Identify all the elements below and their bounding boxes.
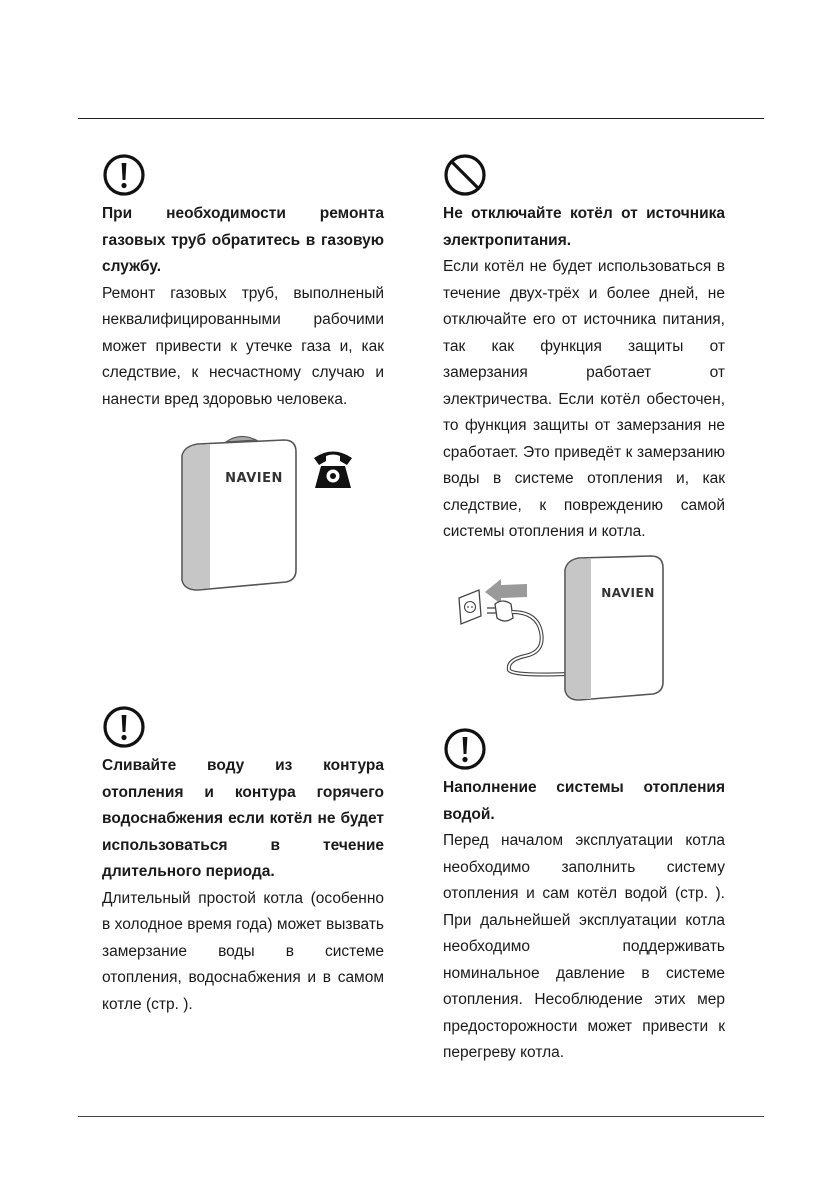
boiler-icon: [565, 556, 663, 700]
section-title: Не отключайте котёл от источника электропитания.: [443, 205, 725, 249]
section-body: Ремонт газовых труб, выполненый неквалифицированными рабочими может привести к утечке газа и, как следствие, к несчастному случаю и нанести вред здоровью человека.: [102, 284, 384, 408]
illustration-boiler-telephone: [176, 430, 356, 600]
section-body: Перед началом эксплуатации котла необходимо заполнить систему отопления и сам котёл водой (стр. ). При дальнейшей эксплуатации котла необходимо поддерживать номинальное давление в системе отопления. Несоблюдение этих мер предосторожности может привести к перегреву котла.: [443, 832, 725, 1061]
brand-logo: NAVIEN: [601, 586, 655, 600]
footer-rule: [78, 1116, 764, 1117]
section-body: Длительный простой котла (особенно в холодное время года) может вызвать замерзание воды в системе отопления, водоснабжения и в самом котле (стр. ).: [102, 889, 384, 1013]
warning-exclamation-icon: [443, 727, 487, 771]
section-body: Если котёл не будет использоваться в течение двух-трёх и более дней, не отключайте его от источника питания, так как функция защиты от замерзания работает от электричества. Если котёл обесточен, то функция защиты от замерзания не сработает. Это приведёт к замерзанию воды в системе отопления и, как следствие, к повреждению самой системы отопления и котла.: [443, 258, 725, 540]
section-title: Сливайте воду из контура отопления и контура горячего водоснабжения если котёл не будет использоваться в течение длительного периода.: [102, 757, 384, 880]
section-power: [443, 153, 725, 546]
arrow-icon: [485, 579, 527, 604]
wall-socket-icon: [459, 590, 481, 624]
plug-icon: [487, 601, 513, 621]
section-drain: [102, 705, 384, 1018]
warning-exclamation-icon: [102, 705, 146, 749]
prohibited-icon: [443, 153, 487, 197]
section-fill: [443, 727, 725, 1067]
telephone-icon: [314, 452, 352, 489]
header-rule: [78, 118, 764, 119]
illustration-socket-plug-boiler: [455, 552, 675, 702]
boiler-icon: [182, 436, 296, 590]
warning-exclamation-icon: [102, 153, 146, 197]
section-title: Наполнение системы отопления водой.: [443, 779, 725, 823]
section-title: При необходимости ремонта газовых труб обратитесь в газовую службу.: [102, 205, 384, 275]
section-gas-repair: [102, 153, 384, 413]
brand-logo: NAVIEN: [225, 471, 283, 486]
power-cord: [509, 612, 567, 675]
